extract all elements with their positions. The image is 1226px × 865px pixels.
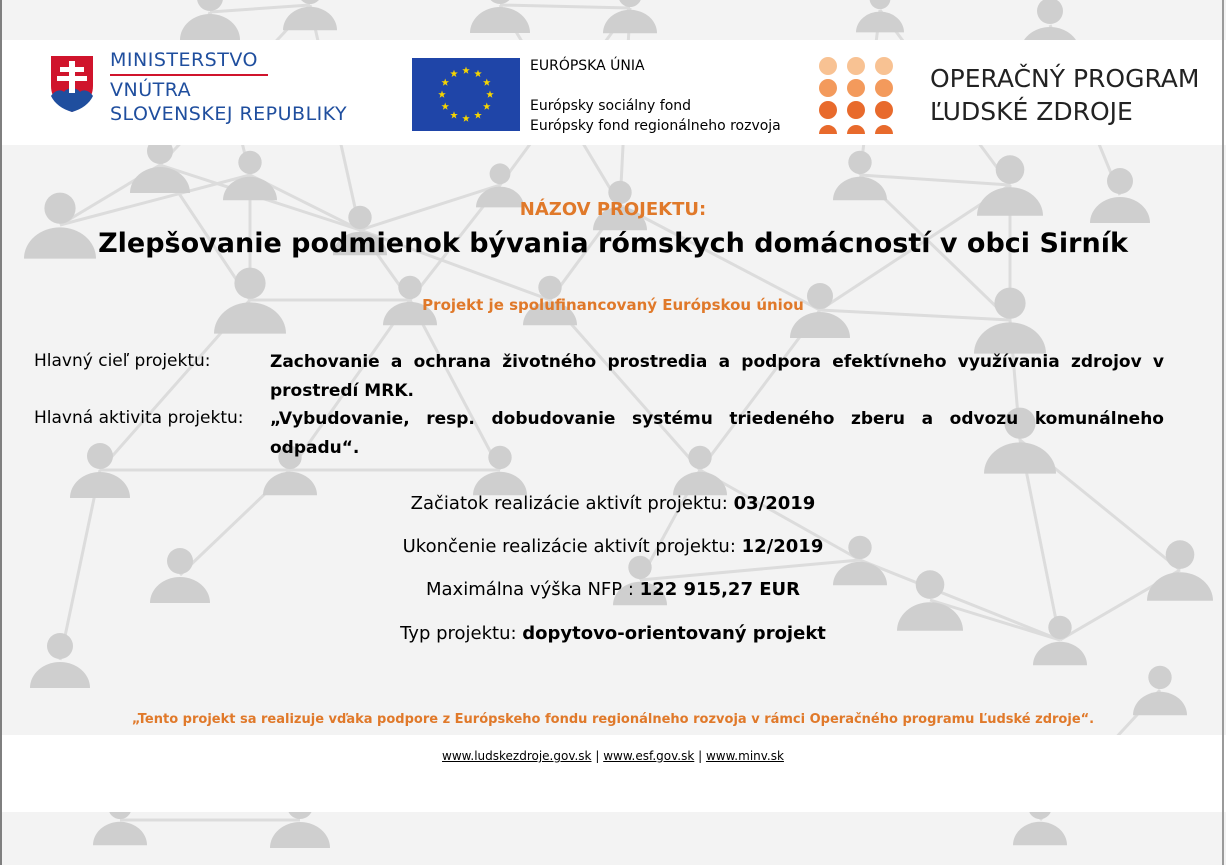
cofinanced-note: Projekt je spolufinancovaný Európskou úniou: [422, 296, 804, 314]
link-minv[interactable]: www.minv.sk: [705, 749, 784, 763]
eu-flag-icon: [412, 58, 520, 131]
project-title: Zlepšovanie podmienok bývania rómskych domácností v obci Sirník: [98, 228, 1128, 259]
start-label: Začiatok realizácie aktivít projektu:: [410, 493, 728, 514]
goal-label: Hlavný cieľ projektu:: [34, 351, 211, 371]
op-dots-logo-icon: [816, 56, 896, 134]
end-label: Ukončenie realizácie aktivít projektu:: [402, 536, 736, 557]
op-line-2: ĽUDSKÉ ZDROJE: [930, 97, 1133, 126]
ministry-line-2: VNÚTRA: [110, 79, 192, 101]
nfp-amount: [0, 579, 1226, 600]
ministry-name: [110, 48, 347, 126]
ministry-line-1: MINISTERSTVO: [110, 48, 268, 76]
nfp-label: Maximálna výška NFP :: [425, 579, 634, 600]
links-band: [0, 735, 1226, 812]
op-line-1: OPERAČNÝ PROGRAM: [930, 64, 1200, 93]
page-border-left: [0, 0, 2, 865]
start-date: [0, 493, 1226, 514]
goal-value: Zachovanie a ochrana životného prostredia a podpora efektívneho využívania zdrojov v prostredí MRK.: [270, 352, 1164, 401]
nfp-value: 122 915,27 EUR: [639, 579, 801, 600]
footer-links: [0, 749, 1226, 763]
slovak-coat-of-arms-icon: [47, 52, 97, 116]
eu-fund-regional: Európsky fond regionálneho rozvoja: [530, 118, 781, 134]
activity-value: „Vybudovanie, resp. dobudovanie systému triedeného zberu a odvozu komunálneho odpadu“.: [270, 409, 1164, 458]
end-value: 12/2019: [741, 536, 824, 557]
type-value: dopytovo-orientovaný projekt: [522, 623, 826, 644]
link-separator: |: [694, 749, 706, 763]
activity-label: Hlavná aktivita projektu:: [34, 408, 244, 428]
eu-fund-social: Európsky sociálny fond: [530, 98, 692, 114]
link-separator: |: [591, 749, 604, 763]
type-label: Typ projektu:: [400, 623, 517, 644]
link-esf[interactable]: www.esf.gov.sk: [603, 749, 695, 763]
eu-title: EURÓPSKA ÚNIA: [530, 58, 645, 74]
link-ludskezdroje[interactable]: www.ludskezdroje.gov.sk: [442, 749, 592, 763]
project-type: [0, 623, 1226, 644]
ministry-line-3: SLOVENSKEJ REPUBLIKY: [110, 103, 348, 125]
project-name-label: NÁZOV PROJEKTU:: [519, 199, 707, 220]
start-value: 03/2019: [733, 493, 816, 514]
page-border-right: [1222, 0, 1224, 865]
end-date: [0, 536, 1226, 557]
op-name: [930, 62, 1199, 128]
funding-footnote: „Tento projekt sa realizuje vďaka podpore z Európskeho fondu regionálneho rozvoja v rámci Operačného programu Ľudské zdroje“.: [131, 712, 1095, 727]
